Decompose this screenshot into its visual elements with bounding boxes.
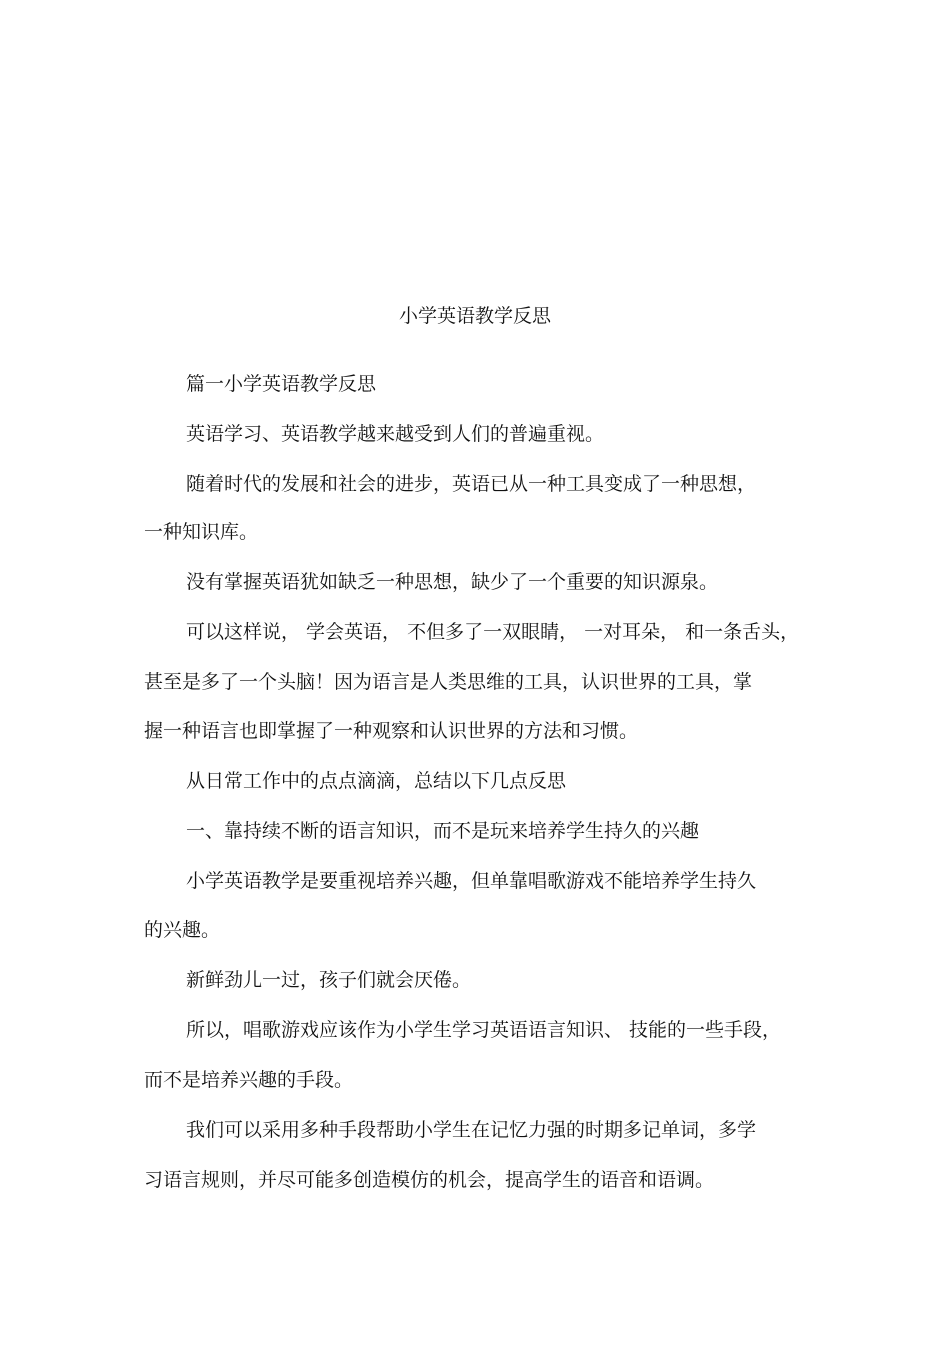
paragraph-line: 随着时代的发展和社会的进步，英语已从一种工具变成了一种思想，: [186, 473, 757, 495]
section-heading: 篇一小学英语教学反思: [186, 373, 377, 395]
paragraph-line: 习语言规则，并尽可能多创造模仿的机会，提高学生的语音和语调。: [144, 1169, 715, 1191]
paragraph-line: 握一种语言也即掌握了一种观察和认识世界的方法和习惯。: [144, 720, 639, 742]
section-heading: 一、靠持续不断的语言知识，而不是玩来培养学生持久的兴趣: [186, 820, 700, 842]
paragraph-line: 新鲜劲儿一过，孩子们就会厌倦。: [186, 969, 472, 991]
paragraph-line: 的兴趣。: [144, 919, 221, 941]
paragraph-line: 所以，唱歌游戏应该作为小学生学习英语语言知识、 技能的一些手段，: [186, 1019, 782, 1041]
paragraph-line: 从日常工作中的点点滴滴，总结以下几点反思: [186, 770, 567, 792]
paragraph-line: 而不是培养兴趣的手段。: [144, 1069, 354, 1091]
paragraph-line: 一种知识库。: [144, 521, 259, 543]
paragraph-line: 小学英语教学是要重视培养兴趣，但单靠唱歌游戏不能培养学生持久: [186, 870, 757, 892]
paragraph-line: 英语学习、英语教学越来越受到人们的普遍重视。: [186, 423, 605, 445]
paragraph-line: 甚至是多了一个头脑！因为语言是人类思维的工具，认识世界的工具，掌: [144, 671, 753, 693]
paragraph-line: 可以这样说， 学会英语， 不但多了一双眼睛， 一对耳朵， 和一条舌头，: [186, 621, 800, 643]
paragraph-line: 没有掌握英语犹如缺乏一种思想，缺少了一个重要的知识源泉。: [186, 571, 719, 593]
document-title: 小学英语教学反思: [398, 305, 551, 327]
paragraph-line: 我们可以采用多种手段帮助小学生在记忆力强的时期多记单词，多学: [186, 1119, 757, 1141]
